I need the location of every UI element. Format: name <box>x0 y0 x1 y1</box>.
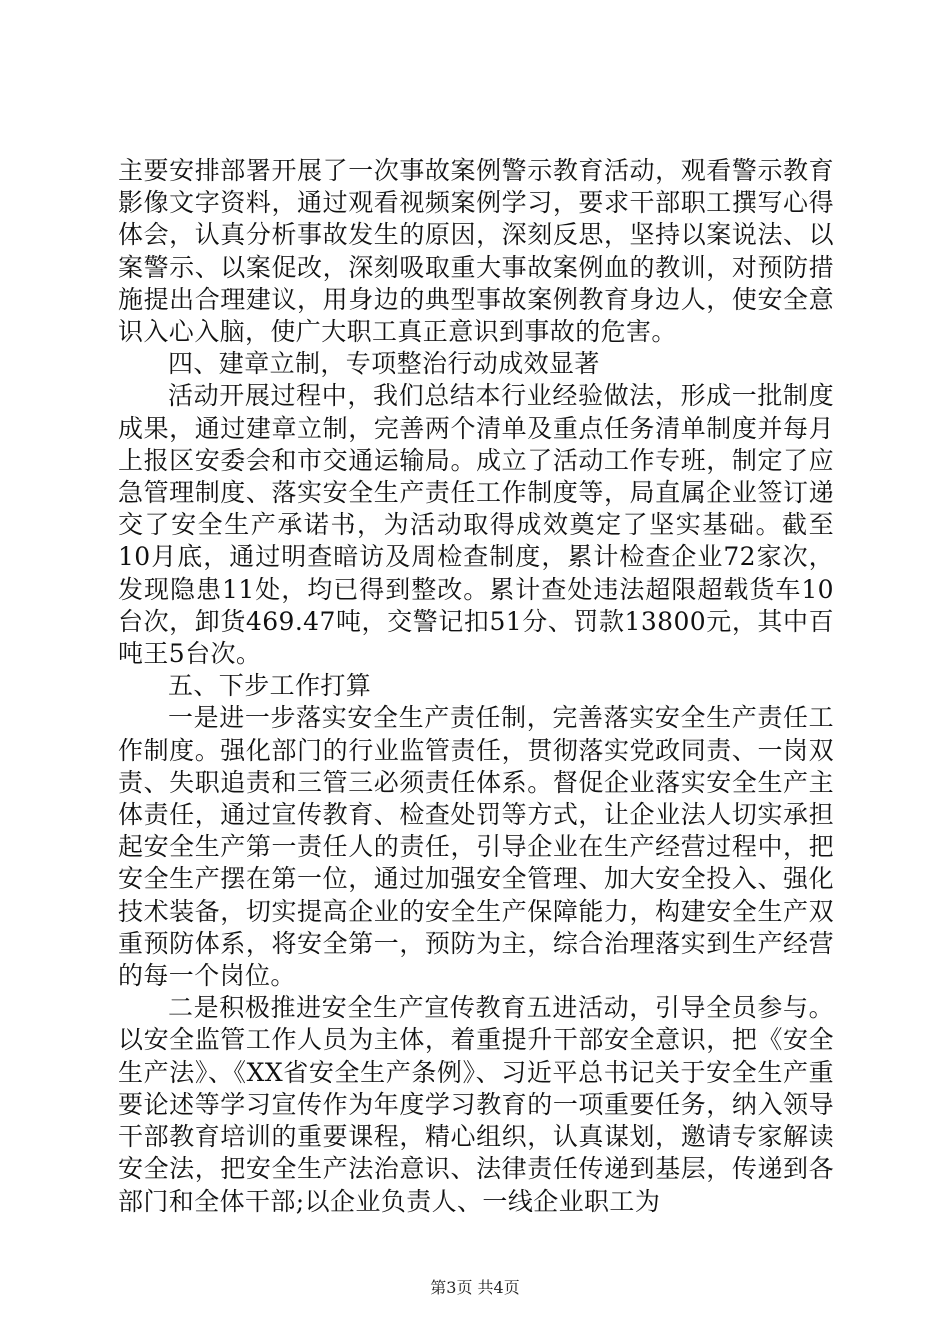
paragraph-regulations: 活动开展过程中，我们总结本行业经验做法，形成一批制度成果，通过建章立制，完善两个清单及重点任务清单制度并每月上报区安委会和市交通运输局。成立了活动工作专班，制定了应急管理制度、落实安全生产责任工作制度等，局直属企业签订递交了安全生产承诺书，为活动取得成效奠定了坚实基础。截至10月底，通过明查暗访及周检查制度，累计检查企业72家次，发现隐患11处，均已得到整改。累计查处违法超限超载货车10台次，卸货469.47吨，交警记扣51分、罚款13800元，其中百吨王5台次。 <box>118 381 834 669</box>
page-number-footer: 第3页 共4页 <box>430 1278 520 1297</box>
paragraph-plan-one: 一是进一步落实安全生产责任制，完善落实安全生产责任工作制度。强化部门的行业监管责任，贯彻落实党政同责、一岗双责、失职追责和三管三必须责任体系。督促企业落实安全生产主体责任，通过宣传教育、检查处罚等方式，让企业法人切实承担起安全生产第一责任人的责任，引导企业在生产经营过程中，把安全生产摆在第一位，通过加强安全管理、加大安全投入、强化技术装备，切实提高企业的安全生产保障能力，构建安全生产双重预防体系，将安全第一，预防为主，综合治理落实到生产经营的每一个岗位。 <box>118 703 834 991</box>
document-body <box>118 155 834 1218</box>
section-heading-five: 五、下步工作打算 <box>168 671 372 701</box>
paragraph-warning-education: 主要安排部署开展了一次事故案例警示教育活动，观看警示教育影像文字资料，通过观看视频案例学习，要求干部职工撰写心得体会，认真分析事故发生的原因，深刻反思，坚持以案说法、以案警示、以案促改，深刻吸取重大事故案例血的教训，对预防措施提出合理建议，用身边的典型事故案例教育身边人，使安全意识入心入脑，使广大职工真正意识到事故的危害。 <box>118 156 834 347</box>
paragraph-plan-two: 二是积极推进安全生产宣传教育五进活动，引导全员参与。以安全监管工作人员为主体，着重提升干部安全意识，把《安全生产法》、《XX省安全生产条例》、习近平总书记关于安全生产重要论述等学习宣传作为年度学习教育的一项重要任务，纳入领导干部教育培训的重要课程，精心组织，认真谋划，邀请专家解读安全法，把安全生产法治意识、法律责任传递到基层，传递到各部门和全体干部;以企业负责人、一线企业职工为 <box>118 993 834 1216</box>
section-heading-four: 四、建章立制，专项整治行动成效显著 <box>168 349 600 379</box>
